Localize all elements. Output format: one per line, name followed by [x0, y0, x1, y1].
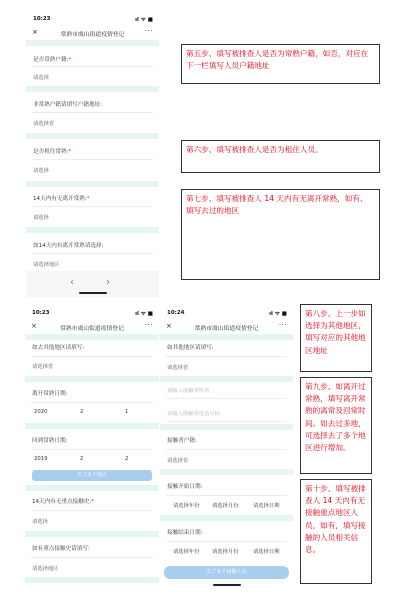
field-label-left-area: 如14天内有离开常熟请选择:	[33, 243, 104, 249]
select-key-area[interactable]: 请选择地区	[32, 566, 59, 572]
title-bar	[26, 26, 159, 39]
add-areas-button[interactable]: 去了多个地区	[32, 470, 152, 481]
row-divider	[31, 356, 153, 357]
more-icon[interactable]: ···	[144, 321, 153, 329]
forward-chevron-icon[interactable]: ›	[106, 277, 110, 288]
more-icon[interactable]: ···	[144, 27, 153, 35]
select-huji[interactable]: 请选择	[33, 75, 49, 81]
row-divider	[32, 253, 153, 254]
field-label-contact-end: 接触结束日期:	[167, 530, 203, 536]
signal-wifi-battery-icon: ıl ᯤ ■	[269, 311, 287, 317]
phone-screen-2	[25, 306, 159, 588]
section-divider	[26, 133, 159, 139]
select-rental[interactable]: 请选择	[33, 168, 49, 174]
return-year-select[interactable]: 2019	[34, 456, 48, 462]
field-label-contact-huji: 接触者户籍:	[167, 438, 197, 444]
select-contact-province[interactable]: 请选择省	[167, 458, 189, 464]
leave-day-select[interactable]: 1	[125, 409, 129, 415]
field-label-leave-date: 离开常熟日期:	[32, 391, 68, 397]
row-divider	[166, 495, 287, 496]
field-label-key-area: 如有重点接触史请填写:	[32, 546, 90, 552]
row-divider	[166, 398, 287, 399]
select-left-changshu[interactable]: 请选择	[33, 215, 49, 221]
signal-wifi-battery-icon: ıl ᯤ ■	[135, 311, 153, 317]
browser-nav-bar	[26, 271, 159, 297]
section-divider	[160, 515, 293, 521]
select-province[interactable]: 请选择省	[32, 364, 54, 370]
field-label-huji-address: 非常熟户籍请填写户籍地址:	[33, 102, 103, 108]
select-province[interactable]: 请选择省	[33, 121, 55, 127]
close-icon[interactable]: ×	[166, 322, 172, 330]
title-bar	[160, 320, 293, 333]
add-contacts-button[interactable]: 去了多个接触人员	[164, 566, 289, 579]
select-area[interactable]: 请选择地区	[33, 262, 60, 268]
return-month-select[interactable]: 2	[80, 456, 84, 462]
section-divider	[25, 531, 159, 537]
section-divider	[26, 227, 159, 233]
field-label-other-area: 如去其他地区请填写:	[32, 345, 85, 351]
field-label-huji: 是否常熟户籍:*	[33, 57, 72, 63]
row-divider	[32, 66, 153, 67]
leave-month-select[interactable]: 2	[80, 409, 84, 415]
row-divider	[32, 206, 153, 207]
field-label-rental: 是否租住常熟:*	[33, 149, 72, 155]
section-divider	[25, 577, 159, 583]
section-divider	[25, 334, 159, 340]
return-day-select[interactable]: 2	[125, 456, 129, 462]
close-icon[interactable]: ×	[32, 28, 38, 36]
field-label-left-changshu: 14天内有无离开常熟:*	[33, 196, 90, 202]
row-divider	[166, 421, 287, 422]
select-contact-history[interactable]: 请选择	[32, 519, 48, 525]
contact-phone-input[interactable]: 请输入接触者电话号码	[167, 411, 220, 417]
phone-screen-3	[160, 306, 293, 588]
contact-name-input[interactable]: 请输入接触者姓名	[167, 388, 210, 394]
select-province[interactable]: 请选择省	[167, 365, 189, 371]
page-title: 常熟市虞山街道疫情登记	[194, 326, 259, 332]
row-divider	[31, 510, 153, 511]
home-indicator	[213, 584, 241, 586]
signal-wifi-battery-icon: ıl ᯤ ■	[135, 17, 153, 23]
status-bar	[25, 306, 159, 320]
title-bar	[25, 320, 159, 333]
row-divider	[31, 402, 153, 403]
row-divider	[32, 112, 153, 113]
annotation-step6: 第六步、填写被排查人是否为租住人员。	[181, 140, 380, 173]
home-indicator	[79, 292, 107, 294]
section-divider	[26, 86, 159, 92]
start-day-select[interactable]: 请选择日期	[253, 503, 280, 509]
status-time: 10:24	[167, 310, 185, 316]
section-divider	[25, 423, 159, 429]
annotation-step8: 第八步、上一步如选择为其他地区，填写对应的其他地区地址	[300, 304, 372, 372]
row-divider	[166, 541, 287, 542]
row-divider	[32, 159, 153, 160]
phone-screen-1	[26, 12, 159, 297]
annotation-step7: 第七步、填写被排查人 14 天内有无离开常熟，如有、填写去过的地区	[181, 189, 380, 280]
field-label-other-area: 如其他地区请填写:	[167, 345, 214, 351]
section-divider	[26, 40, 159, 46]
page-title: 常熟市虞山街道疫情登记	[60, 32, 125, 38]
status-time: 10:23	[33, 16, 51, 22]
row-divider	[166, 449, 287, 450]
section-divider	[160, 469, 293, 475]
section-divider	[160, 334, 293, 340]
section-divider	[160, 424, 293, 430]
close-icon[interactable]: ×	[31, 322, 37, 330]
start-month-select[interactable]: 请选择月份	[212, 503, 239, 509]
field-label-contact-history: 14天内有无重点接触史:*	[32, 499, 95, 505]
section-divider	[25, 485, 159, 491]
end-day-select[interactable]: 请选择日期	[253, 549, 280, 555]
status-bar	[26, 12, 159, 26]
status-time: 10:23	[32, 310, 50, 316]
status-bar	[160, 306, 293, 320]
field-label-contact-start: 接触开始日期:	[167, 484, 203, 490]
leave-year-select[interactable]: 2020	[34, 409, 48, 415]
row-divider	[166, 356, 287, 357]
more-icon[interactable]: ···	[278, 321, 287, 329]
section-divider	[25, 376, 159, 382]
section-divider	[26, 181, 159, 187]
annotation-step9: 第九步、如离开过常熟，填写离开常熟的离常及回常时间。如去过多地，可选择去了多个地区进行增加。	[300, 377, 372, 474]
field-label-return-date: 回到常熟日期:	[32, 438, 68, 444]
end-month-select[interactable]: 请选择月份	[212, 549, 239, 555]
page-title: 常熟市虞山街道疫情登记	[60, 326, 124, 332]
annotation-step10: 第十步、填写被排查人 14 天内有无接触重点地区人员，如有，填写接触的人员相关信息。	[300, 479, 372, 584]
row-divider	[31, 557, 153, 558]
annotation-step5: 第五步、填写被排查人是否为常熟户籍，如否，对应在下一栏填写人员户籍地址	[181, 44, 380, 84]
start-year-select[interactable]: 请选择年份	[173, 503, 200, 509]
end-year-select[interactable]: 请选择年份	[173, 549, 200, 555]
row-divider	[31, 449, 153, 450]
back-chevron-icon[interactable]: ‹	[70, 277, 74, 288]
section-divider	[160, 376, 293, 382]
